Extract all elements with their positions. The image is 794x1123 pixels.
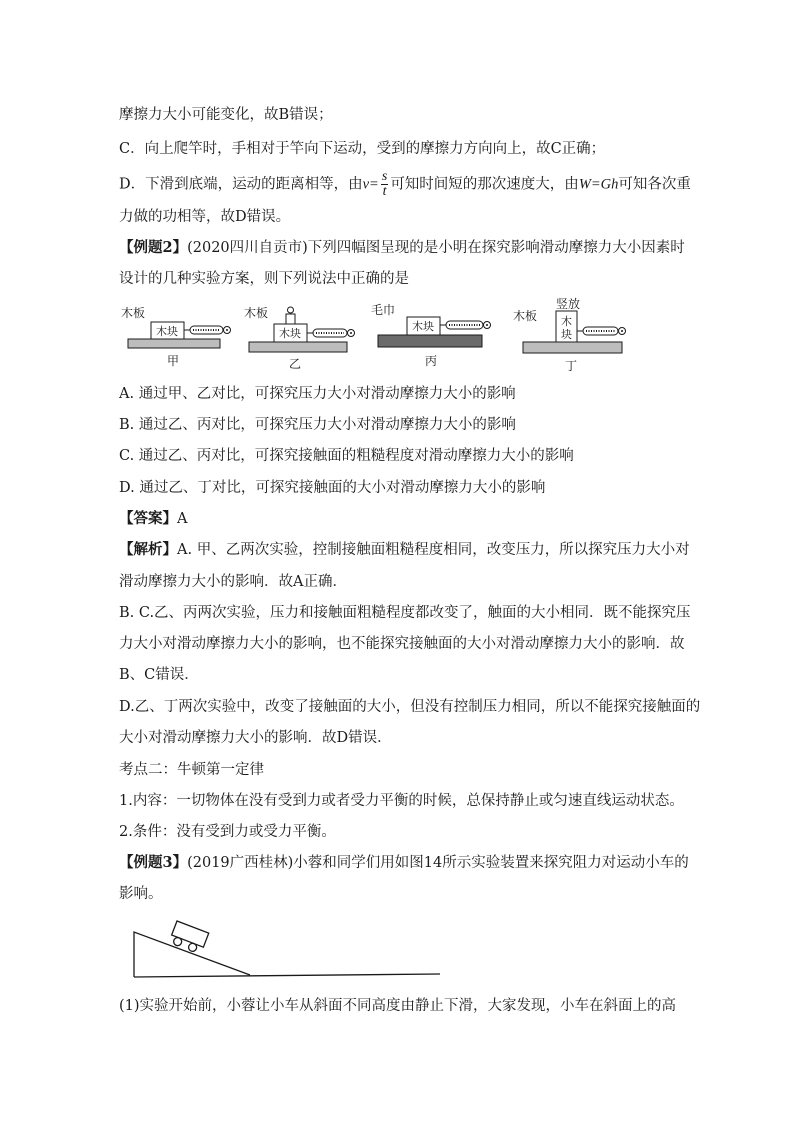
example-2-heading — [119, 238, 685, 258]
fraction — [381, 170, 388, 199]
spring-scale — [583, 327, 618, 335]
text-line: 设计的几种实验方案，则下列说法中正确的是 — [119, 271, 409, 287]
vertical-note: 竖放 — [556, 297, 581, 311]
setup-ding — [513, 297, 626, 373]
option-b: B. 通过乙、丙对比，可探究压力大小对滑动摩擦力大小的影响 — [119, 417, 516, 433]
question-1: (1)实验开始前，小蓉让小车从斜面不同高度由静止下滑，大家发现，小车在斜面上的高 — [119, 998, 677, 1014]
block-label: 木 — [561, 315, 572, 328]
section-heading: 考点二：牛顿第一定律 — [119, 762, 264, 778]
setup-bing — [371, 302, 491, 368]
text-line: 影响。 — [119, 886, 163, 902]
formula-w: W=Gh — [578, 176, 619, 193]
caption: 丁 — [565, 359, 578, 373]
surface-label: 毛巾 — [371, 303, 396, 317]
block-label: 木块 — [156, 325, 178, 338]
incline-cart-figure — [0, 917, 794, 987]
text-line: 滑动摩擦力大小的影响．故A正确． — [119, 574, 347, 590]
board — [523, 342, 622, 353]
surface-label: 木板 — [513, 309, 538, 323]
surface-label: 木板 — [244, 306, 269, 320]
fraction-numerator: s — [381, 169, 388, 184]
explanation-label: 【解析】 — [119, 541, 177, 558]
answer-value: A — [177, 511, 188, 527]
text-line: D.乙、丁两次实验中，改变了接触面的大小，但没有控制压力相同，所以不能探究接触面的 — [119, 699, 701, 715]
setup-yi — [244, 305, 355, 371]
text-line: B. C.乙、丙两次实验，压力和接触面粗糙程度都改变了，触面的大小相同．既不能探究压 — [119, 605, 691, 621]
option-c: C. 通过乙、丙对比，可探究接触面的粗糙程度对滑动摩擦力大小的影响 — [119, 448, 574, 464]
text-line: 摩擦力大小可能变化，故B错误； — [119, 107, 333, 123]
caption: 乙 — [289, 357, 302, 371]
text-line: 力大小对滑动摩擦力大小的影响，也不能探究接触面的大小对滑动摩擦力大小的影响．故 — [119, 636, 685, 652]
text-span: 可知时间短的那次速度大，由 — [390, 176, 579, 193]
fraction-denominator: t — [382, 184, 387, 199]
answer-label: 【答案】 — [119, 510, 177, 527]
example-label: 【例题3】 — [119, 854, 188, 871]
explanation-line — [119, 540, 690, 560]
text-line: B、C错误． — [119, 667, 199, 683]
friction-experiment-figure — [0, 297, 794, 377]
surface-label: 木板 — [121, 306, 146, 320]
formula-line — [119, 170, 691, 199]
text-span: (2019广西桂林)小蓉和同学们用如图14所示实验装置来探究阻力对运动小车的 — [187, 855, 689, 871]
cart-icon — [169, 921, 209, 955]
text-span: D．下滑到底端，运动的距离相等，由 — [119, 176, 363, 193]
text-line: C．向上爬竿时，手相对于竿向下运动，受到的摩擦力方向向上，故C正确； — [119, 141, 606, 157]
option-d: D. 通过乙、丁对比，可探究接触面的大小对滑动摩擦力大小的影响 — [119, 480, 546, 496]
text-span: (2020四川自贡市)下列四幅图呈现的是小明在探究影响滑动摩擦力大小因素时 — [187, 240, 685, 256]
text-line: 2.条件：没有受到力或受力平衡。 — [119, 824, 336, 840]
caption: 丙 — [425, 354, 438, 368]
block-label: 块 — [561, 328, 572, 341]
block-label: 木块 — [412, 320, 434, 333]
ground-line — [134, 974, 440, 977]
example-3-heading — [119, 853, 689, 873]
caption: 甲 — [167, 354, 180, 368]
example-label: 【例题2】 — [119, 239, 188, 256]
answer-line — [119, 509, 187, 529]
option-a: A. 通过甲、乙对比，可探究压力大小对滑动摩擦力大小的影响 — [119, 386, 516, 402]
text-line: 力做的功相等，故D错误。 — [119, 209, 291, 225]
board — [249, 342, 347, 352]
text-line: 1.内容：一切物体在没有受到力或者受力平衡的时候，总保持静止或匀速直线运动状态。 — [119, 793, 684, 809]
text-span: A. 甲、乙两次实验，控制接触面粗糙程度相同，改变压力，所以探究压力大小对 — [177, 542, 690, 558]
block-label: 木块 — [279, 327, 301, 340]
text-span: 可知各次重 — [618, 176, 691, 193]
towel — [378, 335, 482, 347]
formula-v: v= — [362, 176, 379, 193]
setup-jia — [121, 305, 231, 368]
board — [128, 339, 220, 348]
weight-icon — [286, 307, 295, 324]
text-line: 大小对滑动摩擦力大小的影响．故D错误． — [119, 730, 392, 746]
